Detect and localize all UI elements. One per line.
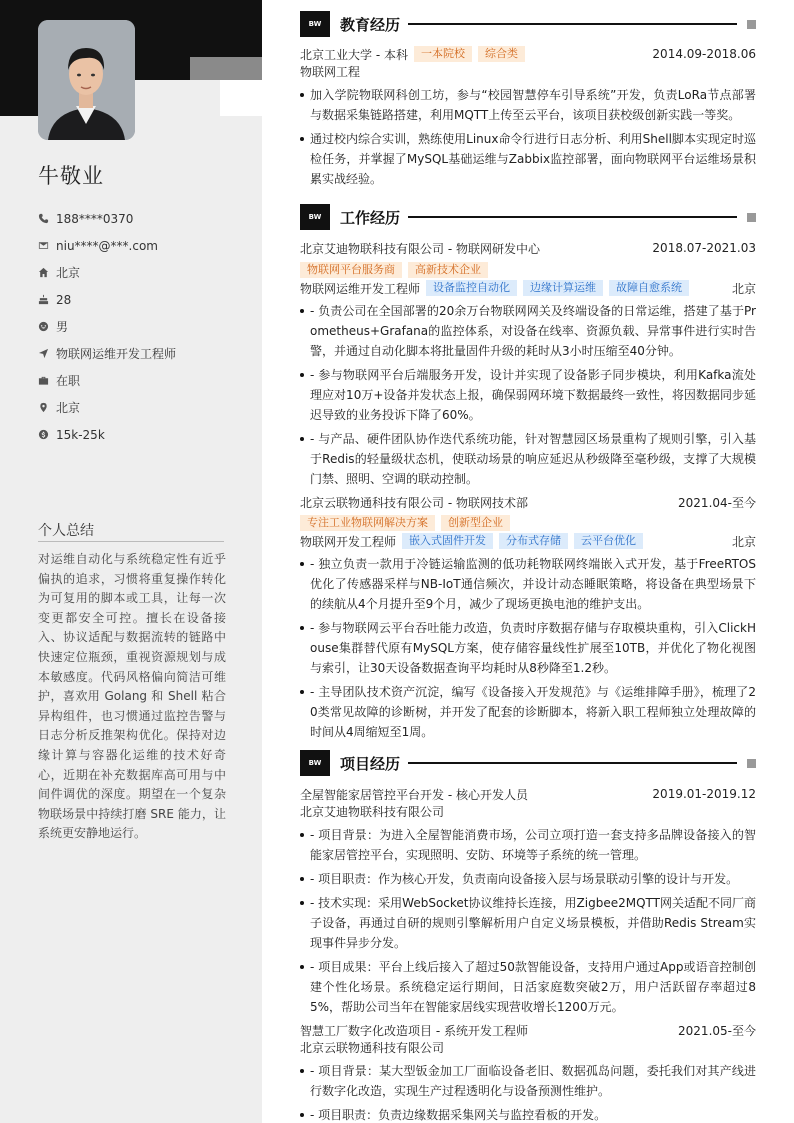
- job-role-row: [300, 279, 756, 297]
- role-tag: 云平台优化: [574, 533, 643, 549]
- role-tag: 边缘计算运维: [523, 280, 603, 296]
- sidebar-white-block: [220, 80, 262, 116]
- job-city: 北京: [731, 534, 756, 549]
- company-tag: 高新技术企业: [408, 262, 488, 278]
- list-item: 通过校内综合实训，熟练使用Linux命令行进行日志分析、利用Shell脚本实现定时巡检任务，并掌握了MySQL基础运维与Zabbix监控部署，面向物联网平台运维场景积累实战经验。: [300, 129, 756, 189]
- contact-salary-text: 15k-25k: [56, 427, 105, 442]
- company-tag: 物联网平台服务商: [300, 262, 402, 278]
- contact-position-text: 物联网运维开发工程师: [56, 347, 177, 361]
- education-title: 教育经历: [340, 15, 401, 34]
- role-tag: 分布式存储: [499, 533, 568, 549]
- avatar-portrait: [38, 20, 135, 140]
- contact-home-text: 北京: [56, 266, 81, 280]
- list-item: - 项目背景：某大型钣金加工厂面临设备老旧、数据孤岛问题，委托我们对其产线进行数字化改造，实现生产过程透明化与设备预测性维护。: [300, 1061, 756, 1101]
- avatar: [38, 20, 135, 140]
- job-company-tags: [294, 514, 756, 532]
- contact-age-text: 28: [56, 292, 72, 307]
- project-company: 北京云联物通科技有限公司: [300, 1041, 445, 1055]
- education-school: 北京工业大学 - 本科: [300, 47, 408, 62]
- education-major: 物联网工程: [300, 65, 361, 79]
- job-company-row: [300, 493, 756, 511]
- money-icon: [38, 429, 49, 440]
- job-date: 2018.07-2021.03: [652, 241, 756, 255]
- list-item: - 主导团队技术资产沉淀，编写《设备接入开发规范》与《运维排障手册》，梳理了20类常见故障的诊断树，并开发了配套的诊断脚本，将新入职工程师独立处理故障的时间从4周缩短至1周。: [300, 682, 756, 742]
- contact-position: [38, 340, 238, 367]
- job-entry: [300, 239, 756, 489]
- contact-status: [38, 367, 238, 394]
- list-item: - 技术实现：采用WebSocket协议维持长连接，用Zigbee2MQTT网关适配不同厂商子设备，再通过自研的规则引擎解析用户自定义场景模板，并借助Redis Stream实现事件异步分发。: [300, 893, 756, 953]
- education-section: [300, 11, 756, 189]
- job-date: 2021.04-至今: [678, 495, 756, 510]
- section-square: [747, 213, 756, 222]
- project-date: 2021.05-至今: [678, 1023, 756, 1038]
- contact-age: [38, 286, 238, 313]
- job-role-row: [300, 532, 756, 550]
- work-title: 工作经历: [340, 208, 401, 227]
- section-square: [747, 20, 756, 29]
- contact-gender: [38, 313, 238, 340]
- section-square: [747, 759, 756, 768]
- education-row: [300, 45, 756, 63]
- projects-section: [300, 750, 756, 1123]
- section-badge: BW: [300, 204, 330, 230]
- candidate-name: 牛敬业: [38, 164, 104, 188]
- project-name-row: [300, 785, 756, 803]
- contact-city: [38, 394, 238, 421]
- education-tag: 综合类: [478, 46, 525, 62]
- work-header: [300, 204, 756, 230]
- job-company-row: [300, 239, 756, 257]
- location-pin-icon: [38, 402, 49, 413]
- job-bullets: [300, 554, 756, 742]
- education-bullets: [300, 85, 756, 189]
- list-item: - 与产品、硬件团队协作迭代系统功能，针对智慧园区场景重构了规则引擎，引入基于Redis的轻量级状态机，使联动场景的响应延迟从秒级降至毫秒级，支撑了大规模门禁、照明、空调的联动控制。: [300, 429, 756, 489]
- contact-email-text: niu****@***.com: [56, 238, 158, 253]
- phone-icon: [38, 213, 49, 224]
- projects-title: 项目经历: [340, 754, 401, 773]
- list-item: - 参与物联网平台后端服务开发，设计并实现了设备影子同步模块，利用Kafka流处理应对10万+设备并发状态上报，确保弱网环境下数据最终一致性，将因数据同步延迟导致的业务投诉下降了60%。: [300, 365, 756, 425]
- job-role: 物联网开发工程师: [300, 534, 397, 549]
- section-rule: [408, 216, 737, 218]
- project-bullets: [300, 1061, 756, 1123]
- project-name-row: [300, 1021, 756, 1039]
- summary-title: 个人总结: [38, 523, 94, 539]
- contact-city-text: 北京: [56, 401, 81, 415]
- sidebar-accent-block: [190, 57, 262, 80]
- job-company: 北京云联物通科技有限公司 - 物联网技术部: [300, 495, 528, 510]
- send-icon: [38, 348, 49, 359]
- contact-email: [38, 232, 238, 259]
- section-badge: BW: [300, 750, 330, 776]
- contact-salary: [38, 421, 238, 448]
- list-item: - 独立负责一款用于冷链运输监测的低功耗物联网终端嵌入式开发，基于FreeRTOS优化了传感器采样与NB-IoT通信频次，并设计动态睡眠策略，将设备在典型场景下的续航从4个月提升至9个月，减少了现场更换电池的维护支出。: [300, 554, 756, 614]
- job-bullets: [300, 301, 756, 489]
- job-company-tags: [294, 261, 756, 279]
- project-bullets: [300, 825, 756, 1017]
- section-rule: [408, 762, 737, 764]
- section-rule: [408, 23, 737, 25]
- project-name: 全屋智能家居管控平台开发 - 核心开发人员: [300, 787, 528, 802]
- list-item: 加入学院物联网科创工坊，参与“校园智慧停车引导系统”开发，负责LoRa节点部署与数据采集链路搭建，利用MQTT上传至云平台，该项目获校级创新实践一等奖。: [300, 85, 756, 125]
- contact-status-text: 在职: [56, 374, 81, 388]
- contact-home: [38, 259, 238, 286]
- project-entry: [300, 785, 756, 1017]
- summary-text: 对运维自动化与系统稳定性有近乎偏执的追求，习惯将重复操作转化为可复用的脚本或工具，让每一次变更都安全可控。擅长在设备接入、协议适配与数据流转的链路中快速定位瓶颈，重视资源规划与成本敏感度。代码风格偏向简洁可维护，喜欢用 Golang 和 Shell 粘合异构组件，也习惯通过监控告警与日志分析反推架构优化。保持对边缘计算与容器化运维的技术好奇心，近期在补充数据库高可用与中间件调优的深度。期望在一个复杂物联场景中持续打磨 SRE 能力，让系统更安静地运行。: [38, 552, 226, 841]
- section-badge: BW: [300, 11, 330, 37]
- list-item: - 负责公司在全国部署的20余万台物联网网关及终端设备的日常运维，搭建了基于Prometheus+Grafana的监控体系，对设备在线率、资源负载、异常事件进行实时告警，并通过自动化脚本将批量固件升级的耗时从3小时压缩至40分钟。: [300, 301, 756, 361]
- projects-header: [300, 750, 756, 776]
- work-section: [300, 204, 756, 742]
- job-city: 北京: [731, 281, 756, 296]
- company-tag: 创新型企业: [441, 515, 510, 531]
- face-icon: [38, 321, 49, 332]
- sidebar-dark-block: [0, 80, 38, 116]
- role-tag: 设备监控自动化: [426, 280, 517, 296]
- sidebar: [0, 0, 262, 1123]
- role-tag: 嵌入式固件开发: [402, 533, 493, 549]
- contact-phone-text: 188****0370: [56, 211, 134, 226]
- project-entry: [300, 1021, 756, 1123]
- list-item: - 项目职责：作为核心开发，负责南向设备接入层与场景联动引擎的设计与开发。: [300, 869, 756, 889]
- cake-icon: [38, 294, 49, 305]
- mail-icon: [38, 240, 49, 251]
- company-tag: 专注工业物联网解决方案: [300, 515, 435, 531]
- job-entry: [300, 493, 756, 742]
- education-tag: 一本院校: [414, 46, 472, 62]
- project-company: 北京艾迪物联科技有限公司: [300, 805, 445, 819]
- job-role: 物联网运维开发工程师: [300, 281, 421, 296]
- list-item: - 项目成果：平台上线后接入了超过50款智能设备，支持用户通过App或语音控制创建个性化场景。系统稳定运行期间，日活家庭数突破2万，用户活跃留存率超过85%，帮助公司当年在智能家居线实现营收增长1200万元。: [300, 957, 756, 1017]
- home-icon: [38, 267, 49, 278]
- list-item: - 项目背景：为进入全屋智能消费市场，公司立项打造一套支持多品牌设备接入的智能家居管控平台，实现照明、安防、环境等子系统的统一管理。: [300, 825, 756, 865]
- list-item: - 参与物联网云平台吞吐能力改造，负责时序数据存储与存取模块重构，引入ClickHouse集群替代原有MySQL方案，使存储容量线性扩展至10TB，并优化了物化视图与索引，让30天设备数据查询平均耗时从8秒降至1.2秒。: [300, 618, 756, 678]
- role-tag: 故障自愈系统: [609, 280, 689, 296]
- education-date: 2014.09-2018.06: [652, 47, 756, 61]
- project-date: 2019.01-2019.12: [652, 787, 756, 801]
- education-header: [300, 11, 756, 37]
- job-company: 北京艾迪物联科技有限公司 - 物联网研发中心: [300, 241, 540, 256]
- contact-list: [38, 205, 238, 448]
- contact-gender-text: 男: [56, 320, 69, 334]
- summary-divider: [38, 541, 224, 542]
- project-name: 智慧工厂数字化改造项目 - 系统开发工程师: [300, 1023, 528, 1038]
- briefcase-icon: [38, 375, 49, 386]
- list-item: - 项目职责：负责边缘数据采集网关与监控看板的开发。: [300, 1105, 756, 1123]
- contact-phone: [38, 205, 238, 232]
